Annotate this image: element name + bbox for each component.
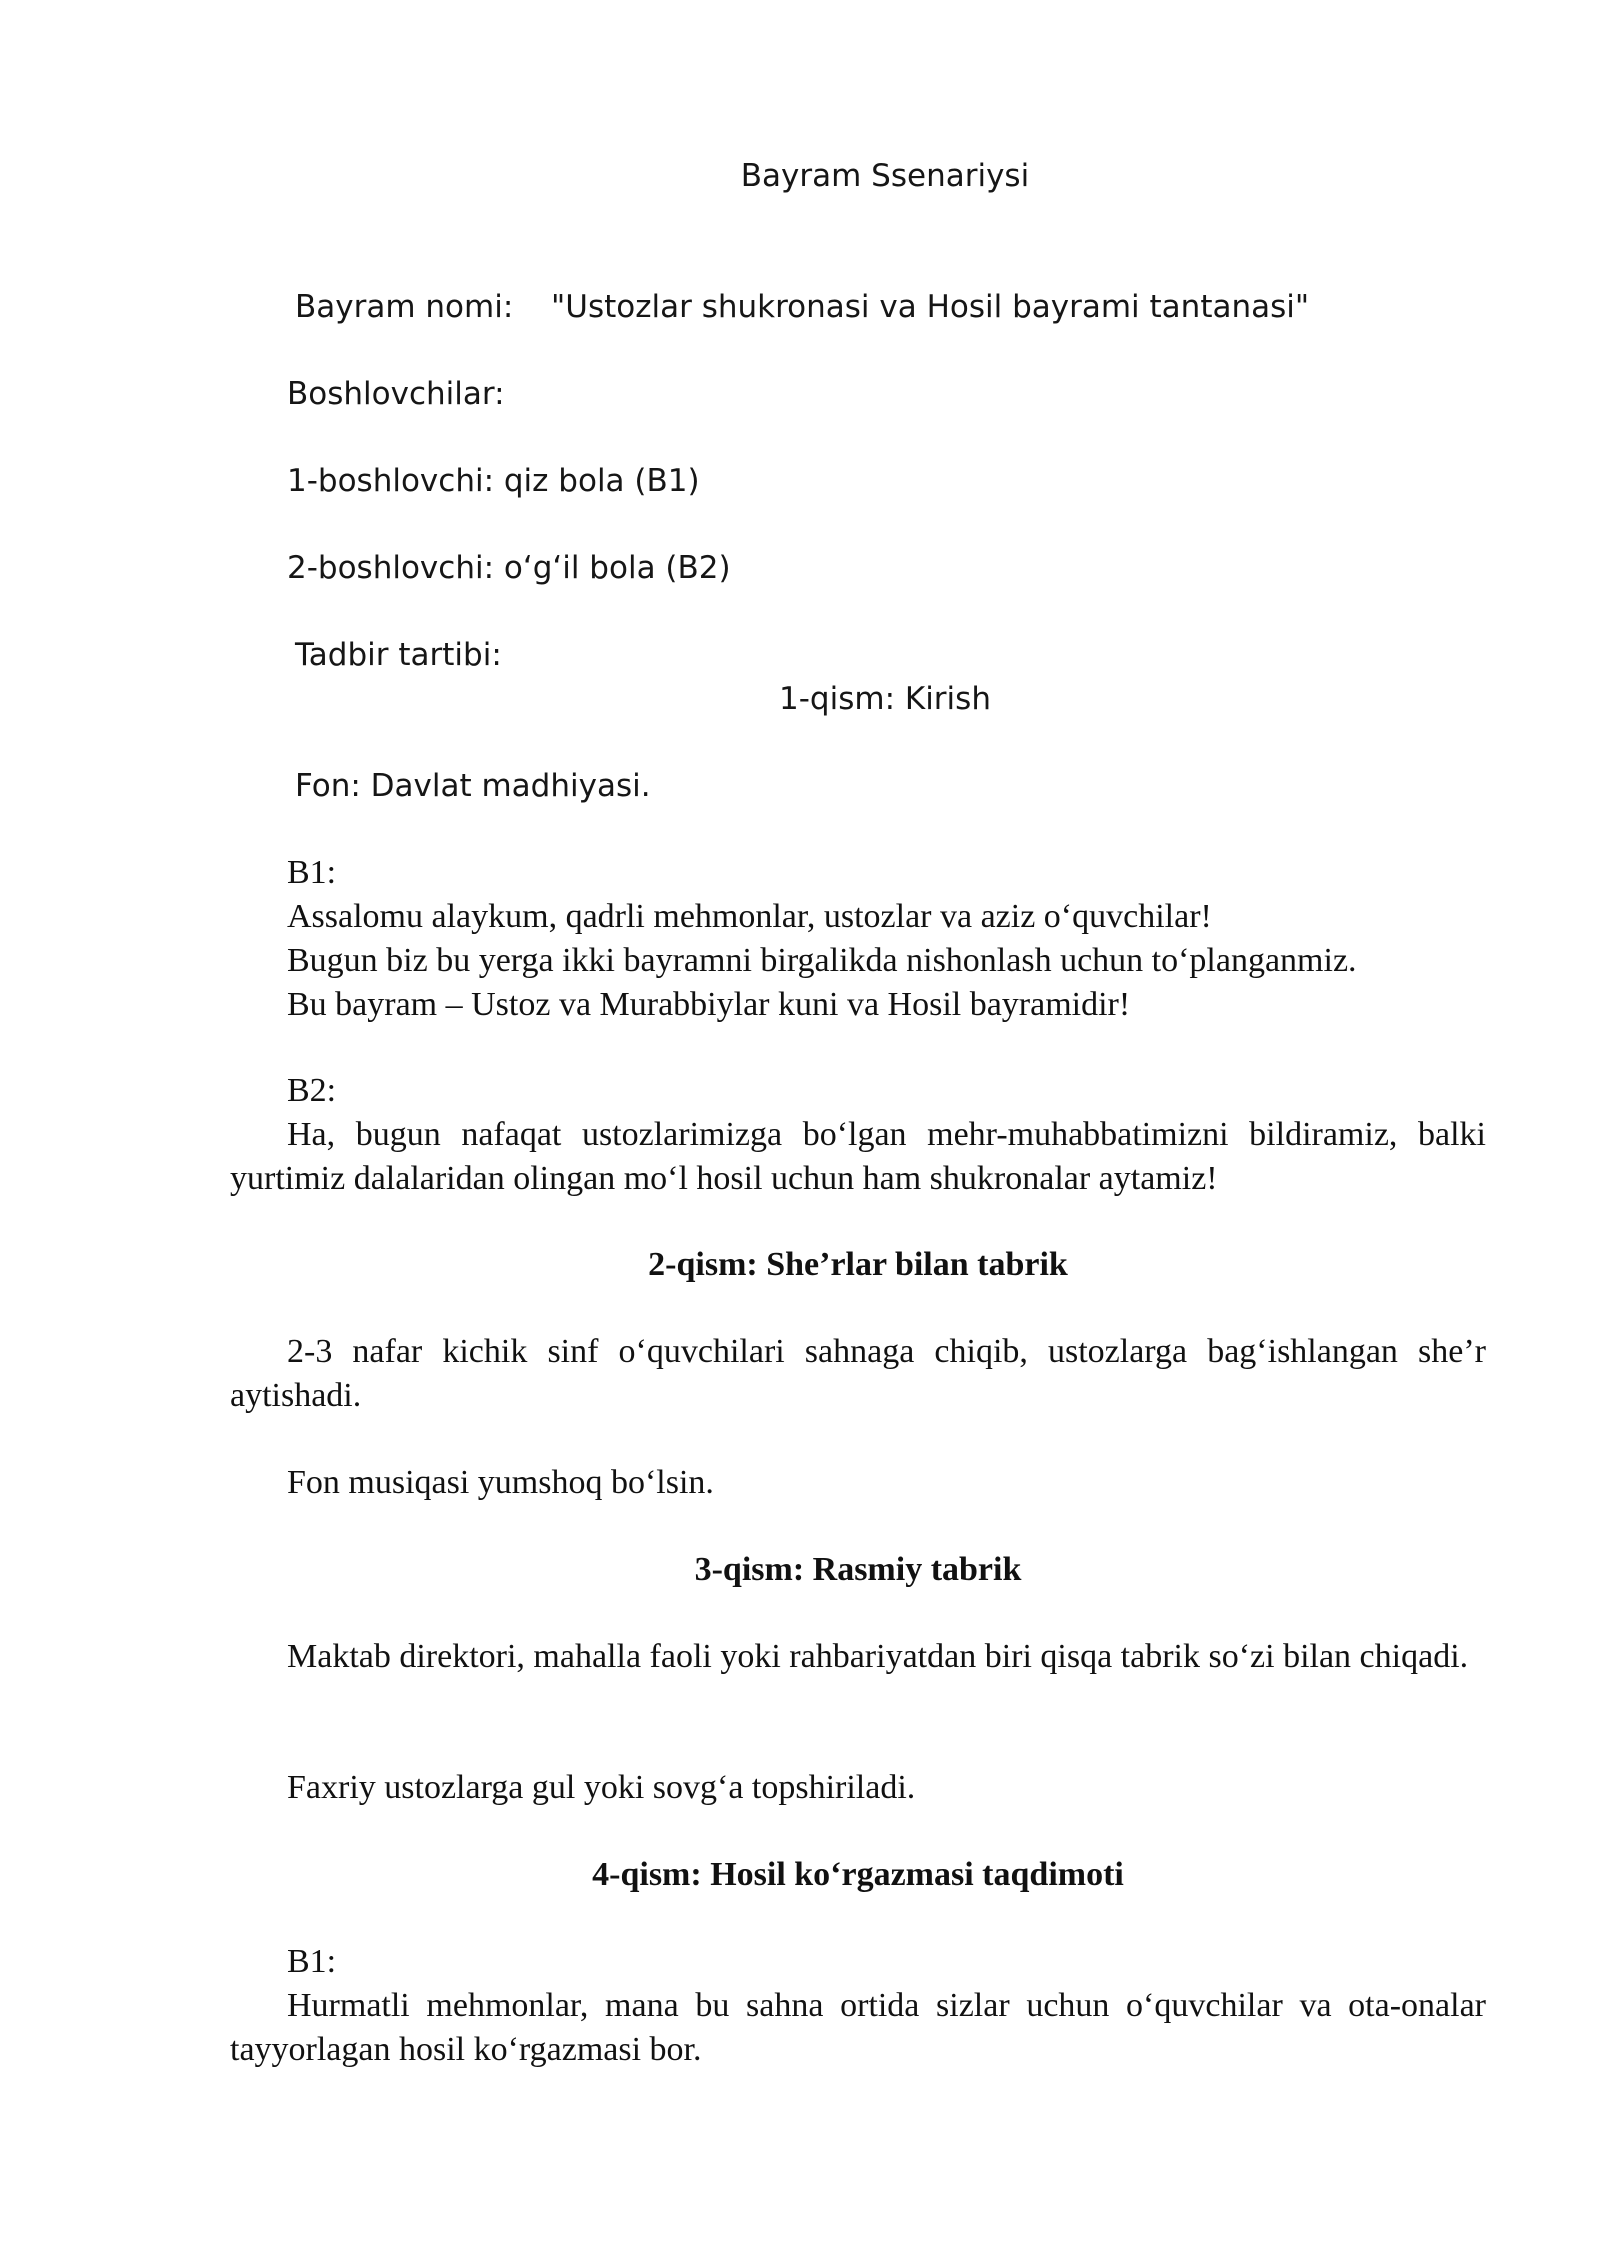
b1-label-2: B1: <box>287 1943 337 1980</box>
b2-label: B2: <box>287 1072 337 1109</box>
b1-line-3: Bu bayram – Ustoz va Murabbiylar kuni va Hosil bayramidir! <box>287 986 1131 1023</box>
part-2-paragraph-2 <box>230 1461 1486 1505</box>
part-1-title: 1-qism: Kirish <box>779 681 991 717</box>
part-4-text-1: Hurmatli mehmonlar, mana bu sahna ortida sizlar uchun o‘quvchilar va ota-onalar tayyorlagan hosil ko‘rgazmasi bor. <box>230 1987 1486 2068</box>
part-3-paragraph-2 <box>230 1766 1486 1810</box>
host-1: 1-boshlovchi: qiz bola (B1) <box>287 463 700 499</box>
event-name-label: Bayram nomi: <box>295 289 514 325</box>
hosts-label: Boshlovchilar: <box>287 376 505 412</box>
part-4-title: 4-qism: Hosil ko‘rgazmasi taqdimoti <box>592 1856 1124 1893</box>
b1-line-2: Bugun biz bu yerga ikki bayramni birgalikda nishonlash uchun to‘planganmiz. <box>287 942 1357 979</box>
event-name-line <box>295 285 1309 329</box>
document-title: Bayram Ssenariysi <box>740 158 1030 194</box>
background-note-1: Fon: Davlat madhiyasi. <box>295 768 651 804</box>
event-name-value: "Ustozlar shukronasi va Hosil bayrami tantanasi" <box>551 289 1310 325</box>
part-3-title: 3-qism: Rasmiy tabrik <box>694 1551 1022 1588</box>
part-2-title: 2-qism: She’rlar bilan tabrik <box>648 1246 1068 1283</box>
part-2-text-1: 2-3 nafar kichik sinf o‘quvchilari sahnaga chiqib, ustozlarga bag‘ishlangan she’r aytishadi. <box>230 1333 1486 1414</box>
b1-line-1: Assalomu alaykum, qadrli mehmonlar, ustozlar va aziz o‘quvchilar! <box>287 898 1212 935</box>
b1-speech-2 <box>230 1940 1486 2072</box>
b2-speech <box>230 1069 1486 1201</box>
b1-speech-1 <box>230 851 1486 1027</box>
part-3-text-2: Faxriy ustozlarga gul yoki sovg‘a topshiriladi. <box>287 1769 916 1806</box>
part-3-paragraph-1 <box>230 1635 1486 1679</box>
part-2-text-2: Fon musiqasi yumshoq bo‘lsin. <box>287 1464 714 1501</box>
program-label: Tadbir tartibi: <box>295 637 502 673</box>
host-2: 2-boshlovchi: o‘g‘il bola (B2) <box>287 550 731 586</box>
part-2-paragraph-1 <box>230 1330 1486 1418</box>
b2-text: Ha, bugun nafaqat ustozlarimizga bo‘lgan mehr-muhabbatimizni bildiramiz, balki yurtimiz dalalaridan olingan mo‘l hosil uchun ham shukronalar aytamiz! <box>230 1116 1486 1197</box>
part-3-text-1: Maktab direktori, mahalla faoli yoki rahbariyatdan biri qisqa tabrik so‘zi bilan chiqadi. <box>287 1638 1469 1675</box>
b1-label: B1: <box>287 854 337 891</box>
